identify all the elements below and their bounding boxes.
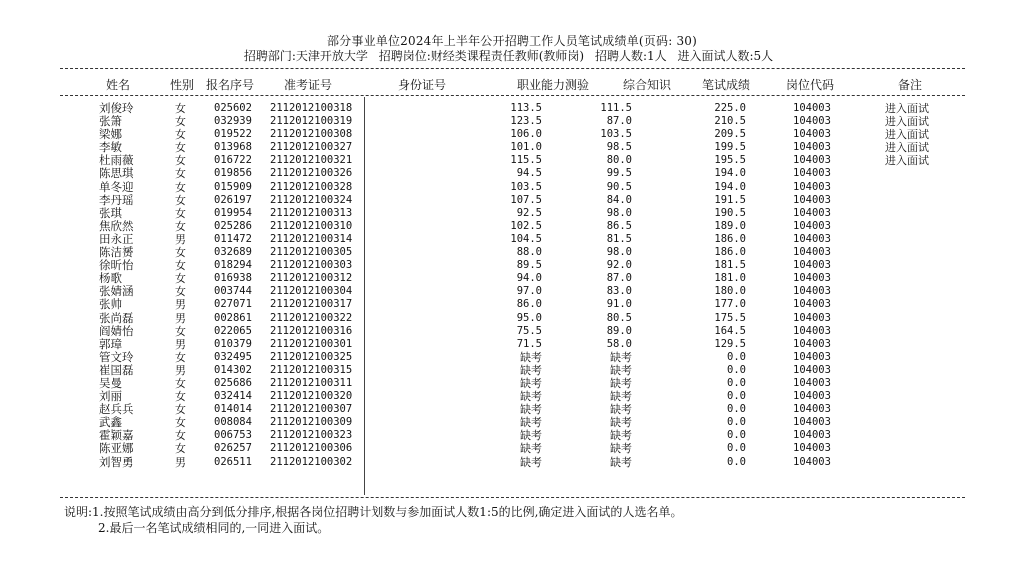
- cell-written: 190.5: [714, 206, 746, 219]
- cell-written: 209.5: [714, 128, 746, 141]
- cell-post-code: 104003: [793, 141, 831, 154]
- column-header-reg-no: 报名序号: [206, 78, 255, 92]
- table-header: [60, 74, 965, 92]
- cell-post-code: 104003: [793, 232, 831, 245]
- cell-ticket: 2112012100327: [270, 141, 353, 154]
- cell-name: 刘俊玲: [99, 101, 134, 115]
- column-header-general: 综合知识: [623, 78, 672, 92]
- cell-ability: 92.5: [516, 206, 542, 219]
- cell-reg-no: 006753: [214, 429, 252, 442]
- cell-general: 58.0: [606, 337, 632, 350]
- cell-general: 缺考: [610, 376, 632, 390]
- cell-post-code: 104003: [793, 403, 831, 416]
- cell-written: 189.0: [714, 219, 746, 232]
- cell-reg-no: 026511: [214, 455, 252, 468]
- table-row: [0, 377, 1024, 390]
- note-line-1: 说明:1.按照笔试成绩由高分到低分排序,根据各岗位招聘计划数与参加面试人数1:5的比例,确定进入面试的人选名单。: [64, 505, 683, 519]
- cell-ticket: 2112012100315: [270, 363, 353, 376]
- table-row: [0, 207, 1024, 220]
- cell-sex: 女: [175, 416, 186, 430]
- cell-post-code: 104003: [793, 324, 831, 337]
- cell-ticket: 2112012100323: [270, 429, 353, 442]
- cell-general: 98.5: [606, 141, 632, 154]
- top-divider: [60, 68, 965, 69]
- cell-reg-no: 026197: [214, 193, 252, 206]
- cell-sex: 女: [175, 272, 186, 286]
- cell-ability: 缺考: [520, 442, 542, 456]
- cell-written: 0.0: [727, 363, 746, 376]
- cell-name: 梁娜: [99, 127, 122, 142]
- cell-sex: 男: [175, 455, 186, 469]
- cell-written: 0.0: [727, 455, 746, 468]
- cell-written: 210.5: [714, 115, 746, 128]
- cell-ability: 115.5: [510, 154, 542, 167]
- cell-sex: 男: [175, 337, 186, 351]
- document-subtitle: [0, 47, 1024, 64]
- note-line-2: 2.最后一名笔试成绩相同的,一同进入面试。: [98, 521, 330, 535]
- header-divider: [60, 95, 965, 96]
- cell-name: 李丹瑶: [99, 192, 134, 207]
- cell-reg-no: 010379: [214, 337, 252, 350]
- cell-written: 225.0: [714, 102, 746, 114]
- column-header-id-card: 身份证号: [398, 78, 447, 92]
- cell-post-code: 104003: [793, 442, 831, 455]
- cell-ability: 103.5: [510, 180, 542, 193]
- cell-post-code: 104003: [793, 246, 831, 259]
- cell-ability: 86.0: [516, 298, 542, 311]
- cell-name: 焦欣然: [99, 218, 134, 233]
- cell-ticket: 2112012100317: [270, 298, 353, 311]
- cell-ability: 95.0: [516, 311, 542, 324]
- table-row: [0, 312, 1024, 325]
- cell-reg-no: 018294: [214, 259, 252, 272]
- cell-written: 0.0: [727, 403, 746, 416]
- cell-written: 181.5: [714, 259, 746, 272]
- cell-post-code: 104003: [793, 128, 831, 141]
- notes: [64, 504, 682, 536]
- cell-written: 194.0: [714, 167, 746, 180]
- cell-name: 陈亚娜: [99, 441, 134, 456]
- cell-post-code: 104003: [793, 259, 831, 272]
- cell-general: 80.0: [606, 154, 632, 167]
- cell-sex: 男: [175, 311, 186, 325]
- cell-ticket: 2112012100316: [270, 324, 353, 337]
- table-row: [0, 272, 1024, 285]
- table-row: [0, 102, 1024, 115]
- cell-name: 张婧涵: [99, 284, 134, 299]
- cell-sex: 女: [175, 206, 186, 220]
- cell-post-code: 104003: [793, 272, 831, 285]
- cell-ability: 缺考: [520, 363, 542, 377]
- cell-post-code: 104003: [793, 390, 831, 403]
- cell-written: 0.0: [727, 376, 746, 389]
- cell-general: 缺考: [610, 429, 632, 443]
- cell-post-code: 104003: [793, 206, 831, 219]
- cell-ability: 缺考: [520, 350, 542, 364]
- cell-ability: 71.5: [516, 337, 542, 350]
- cell-post-code: 104003: [793, 311, 831, 324]
- cell-ability: 104.5: [510, 232, 542, 245]
- cell-ability: 缺考: [520, 455, 542, 469]
- cell-general: 缺考: [610, 350, 632, 364]
- cell-general: 99.5: [606, 167, 632, 180]
- cell-sex: 女: [175, 141, 186, 155]
- cell-post-code: 104003: [793, 193, 831, 206]
- cell-written: 191.5: [714, 193, 746, 206]
- cell-sex: 女: [175, 180, 186, 194]
- cell-ticket: 2112012100326: [270, 167, 353, 180]
- table-row: [0, 416, 1024, 429]
- cell-sex: 女: [175, 102, 186, 115]
- recruiting-headcount: 招聘人数:1人: [594, 49, 667, 63]
- cell-note: 进入面试: [885, 154, 929, 168]
- cell-ticket: 2112012100313: [270, 206, 353, 219]
- cell-ticket: 2112012100310: [270, 219, 353, 232]
- column-header-sex: 性别: [170, 78, 195, 92]
- cell-written: 186.0: [714, 246, 746, 259]
- cell-ability: 75.5: [516, 324, 542, 337]
- recruiting-department: 招聘部门:天津开放大学: [243, 49, 368, 63]
- cell-post-code: 104003: [793, 376, 831, 389]
- cell-sex: 女: [175, 154, 186, 168]
- cell-general: 90.5: [606, 180, 632, 193]
- cell-ticket: 2112012100301: [270, 337, 353, 350]
- cell-sex: 女: [175, 115, 186, 129]
- cell-ticket: 2112012100320: [270, 390, 353, 403]
- cell-reg-no: 019522: [214, 128, 252, 141]
- table-row: [0, 220, 1024, 233]
- cell-reg-no: 022065: [214, 324, 252, 337]
- cell-written: 0.0: [727, 442, 746, 455]
- cell-written: 194.0: [714, 180, 746, 193]
- cell-name: 赵兵兵: [99, 402, 134, 417]
- cell-name: 杜雨薇: [99, 153, 134, 168]
- cell-post-code: 104003: [793, 154, 831, 167]
- cell-general: 83.0: [606, 285, 632, 298]
- cell-post-code: 104003: [793, 285, 831, 298]
- cell-ability: 89.5: [516, 259, 542, 272]
- cell-name: 吴曼: [99, 375, 122, 390]
- cell-reg-no: 002861: [214, 311, 252, 324]
- cell-sex: 女: [175, 403, 186, 417]
- table-row: [0, 429, 1024, 442]
- cell-reg-no: 014302: [214, 363, 252, 376]
- cell-name: 田永正: [99, 231, 134, 246]
- cell-name: 李敏: [99, 140, 122, 155]
- cell-written: 129.5: [714, 337, 746, 350]
- cell-post-code: 104003: [793, 298, 831, 311]
- cell-post-code: 104003: [793, 337, 831, 350]
- cell-name: 陈洁赟: [99, 245, 134, 260]
- cell-name: 霍颖嘉: [99, 428, 134, 443]
- cell-name: 张箫: [99, 114, 122, 129]
- cell-general: 89.0: [606, 324, 632, 337]
- cell-general: 缺考: [610, 390, 632, 404]
- cell-ability: 缺考: [520, 390, 542, 404]
- cell-reg-no: 025686: [214, 376, 252, 389]
- cell-name: 崔国磊: [99, 362, 134, 377]
- cell-post-code: 104003: [793, 180, 831, 193]
- cell-written: 180.0: [714, 285, 746, 298]
- score-table-body: [0, 102, 1024, 469]
- cell-ticket: 2112012100305: [270, 246, 353, 259]
- cell-post-code: 104003: [793, 455, 831, 468]
- cell-sex: 女: [175, 285, 186, 299]
- table-row: [0, 259, 1024, 272]
- recruiting-position: 招聘岗位:财经类课程责任教师(教师岗): [378, 49, 585, 63]
- cell-sex: 男: [175, 232, 186, 246]
- cell-reg-no: 032689: [214, 246, 252, 259]
- cell-note: 进入面试: [885, 128, 929, 142]
- cell-written: 0.0: [727, 429, 746, 442]
- cell-sex: 女: [175, 219, 186, 233]
- cell-written: 181.0: [714, 272, 746, 285]
- cell-post-code: 104003: [793, 416, 831, 429]
- cell-reg-no: 025602: [214, 102, 252, 114]
- table-row: [0, 285, 1024, 298]
- cell-reg-no: 032414: [214, 390, 252, 403]
- cell-ability: 88.0: [516, 246, 542, 259]
- cell-general: 缺考: [610, 363, 632, 377]
- interview-count: 进入面试人数:5人: [677, 49, 774, 63]
- cell-sex: 女: [175, 350, 186, 364]
- cell-ticket: 2112012100321: [270, 154, 353, 167]
- table-row: [0, 325, 1024, 338]
- cell-sex: 女: [175, 376, 186, 390]
- cell-ticket: 2112012100304: [270, 285, 353, 298]
- column-header-post-code: 岗位代码: [786, 78, 835, 92]
- cell-sex: 女: [175, 390, 186, 404]
- column-header-written: 笔试成绩: [702, 78, 751, 92]
- cell-sex: 男: [175, 363, 186, 377]
- cell-sex: 女: [175, 167, 186, 181]
- cell-reg-no: 032939: [214, 115, 252, 128]
- cell-name: 杨歌: [99, 271, 122, 286]
- table-row: [0, 154, 1024, 167]
- cell-sex: 女: [175, 193, 186, 207]
- cell-post-code: 104003: [793, 429, 831, 442]
- cell-reg-no: 025286: [214, 219, 252, 232]
- table-row: [0, 390, 1024, 403]
- cell-general: 92.0: [606, 259, 632, 272]
- cell-reg-no: 008084: [214, 416, 252, 429]
- cell-sex: 女: [175, 246, 186, 260]
- table-row: [0, 115, 1024, 128]
- cell-reg-no: 016722: [214, 154, 252, 167]
- cell-general: 98.0: [606, 206, 632, 219]
- cell-general: 缺考: [610, 455, 632, 469]
- cell-ability: 缺考: [520, 403, 542, 417]
- cell-name: 武鑫: [99, 415, 122, 430]
- cell-name: 张帅: [99, 297, 122, 312]
- cell-ticket: 2112012100309: [270, 416, 353, 429]
- table-row: [0, 128, 1024, 141]
- cell-post-code: 104003: [793, 350, 831, 363]
- cell-ability: 94.5: [516, 167, 542, 180]
- cell-reg-no: 013968: [214, 141, 252, 154]
- cell-written: 199.5: [714, 141, 746, 154]
- cell-post-code: 104003: [793, 167, 831, 180]
- cell-name: 刘智勇: [99, 454, 134, 469]
- cell-general: 缺考: [610, 416, 632, 430]
- cell-general: 缺考: [610, 442, 632, 456]
- cell-ability: 97.0: [516, 285, 542, 298]
- cell-general: 111.5: [600, 102, 632, 114]
- cell-name: 张琪: [99, 205, 122, 220]
- cell-general: 81.5: [606, 232, 632, 245]
- cell-sex: 女: [175, 442, 186, 456]
- cell-sex: 女: [175, 324, 186, 338]
- cell-reg-no: 027071: [214, 298, 252, 311]
- cell-reg-no: 026257: [214, 442, 252, 455]
- cell-reg-no: 019856: [214, 167, 252, 180]
- cell-ticket: 2112012100319: [270, 115, 353, 128]
- cell-written: 177.0: [714, 298, 746, 311]
- cell-ability: 缺考: [520, 376, 542, 390]
- cell-reg-no: 015909: [214, 180, 252, 193]
- table-row: [0, 403, 1024, 416]
- cell-reg-no: 011472: [214, 232, 252, 245]
- cell-written: 0.0: [727, 416, 746, 429]
- cell-ability: 113.5: [510, 102, 542, 114]
- cell-reg-no: 016938: [214, 272, 252, 285]
- cell-name: 徐昕怡: [99, 258, 134, 273]
- table-row: [0, 298, 1024, 311]
- cell-name: 陈思琪: [99, 166, 134, 181]
- cell-name: 郭璋: [99, 336, 122, 351]
- cell-name: 管文玲: [99, 349, 134, 364]
- bottom-divider: [60, 497, 965, 498]
- cell-ability: 101.0: [510, 141, 542, 154]
- table-row: [0, 338, 1024, 351]
- cell-ability: 缺考: [520, 416, 542, 430]
- cell-reg-no: 032495: [214, 350, 252, 363]
- cell-ability: 缺考: [520, 429, 542, 443]
- cell-post-code: 104003: [793, 102, 831, 114]
- cell-ticket: 2112012100328: [270, 180, 353, 193]
- cell-name: 阎婧怡: [99, 323, 134, 338]
- cell-post-code: 104003: [793, 115, 831, 128]
- cell-ability: 102.5: [510, 219, 542, 232]
- cell-note: 进入面试: [885, 141, 929, 155]
- cell-written: 186.0: [714, 232, 746, 245]
- table-row: [0, 351, 1024, 364]
- cell-name: 刘丽: [99, 389, 122, 404]
- cell-ticket: 2112012100325: [270, 350, 353, 363]
- document-title: 部分事业单位2024年上半年公开招聘工作人员笔试成绩单(页码: 30): [326, 34, 698, 48]
- cell-ticket: 2112012100302: [270, 455, 353, 468]
- table-row: [0, 246, 1024, 259]
- cell-reg-no: 014014: [214, 403, 252, 416]
- cell-ability: 123.5: [510, 115, 542, 128]
- cell-ticket: 2112012100311: [270, 376, 353, 389]
- cell-general: 98.0: [606, 246, 632, 259]
- cell-sex: 女: [175, 128, 186, 142]
- table-row: [0, 364, 1024, 377]
- cell-general: 87.0: [606, 272, 632, 285]
- cell-ability: 94.0: [516, 272, 542, 285]
- cell-written: 164.5: [714, 324, 746, 337]
- cell-ability: 106.0: [510, 128, 542, 141]
- cell-sex: 男: [175, 298, 186, 312]
- cell-reg-no: 003744: [214, 285, 252, 298]
- cell-ticket: 2112012100307: [270, 403, 353, 416]
- cell-general: 84.0: [606, 193, 632, 206]
- cell-general: 86.5: [606, 219, 632, 232]
- cell-ticket: 2112012100312: [270, 272, 353, 285]
- table-row: [0, 456, 1024, 469]
- table-row: [0, 194, 1024, 207]
- cell-ticket: 2112012100303: [270, 259, 353, 272]
- column-header-ticket: 准考证号: [284, 78, 333, 92]
- cell-ticket: 2112012100306: [270, 442, 353, 455]
- cell-ticket: 2112012100314: [270, 232, 353, 245]
- cell-post-code: 104003: [793, 219, 831, 232]
- table-row: [0, 167, 1024, 180]
- cell-general: 缺考: [610, 403, 632, 417]
- cell-written: 195.5: [714, 154, 746, 167]
- cell-ticket: 2112012100308: [270, 128, 353, 141]
- cell-general: 87.0: [606, 115, 632, 128]
- cell-written: 0.0: [727, 350, 746, 363]
- cell-name: 单冬迎: [99, 179, 134, 194]
- cell-sex: 女: [175, 259, 186, 273]
- cell-ability: 107.5: [510, 193, 542, 206]
- cell-reg-no: 019954: [214, 206, 252, 219]
- column-header-note: 备注: [898, 78, 923, 92]
- column-header-name: 姓名: [106, 78, 131, 92]
- cell-note: 进入面试: [885, 102, 929, 115]
- cell-ticket: 2112012100318: [270, 102, 353, 114]
- cell-note: 进入面试: [885, 115, 929, 129]
- cell-ticket: 2112012100322: [270, 311, 353, 324]
- cell-post-code: 104003: [793, 363, 831, 376]
- cell-general: 103.5: [600, 128, 632, 141]
- column-header-ability: 职业能力测验: [517, 78, 590, 92]
- cell-written: 0.0: [727, 390, 746, 403]
- table-row: [0, 233, 1024, 246]
- table-row: [0, 442, 1024, 455]
- cell-general: 80.5: [606, 311, 632, 324]
- cell-ticket: 2112012100324: [270, 193, 353, 206]
- cell-sex: 女: [175, 429, 186, 443]
- table-row: [0, 141, 1024, 154]
- cell-general: 91.0: [606, 298, 632, 311]
- cell-name: 张尚磊: [99, 310, 134, 325]
- table-row: [0, 181, 1024, 194]
- cell-written: 175.5: [714, 311, 746, 324]
